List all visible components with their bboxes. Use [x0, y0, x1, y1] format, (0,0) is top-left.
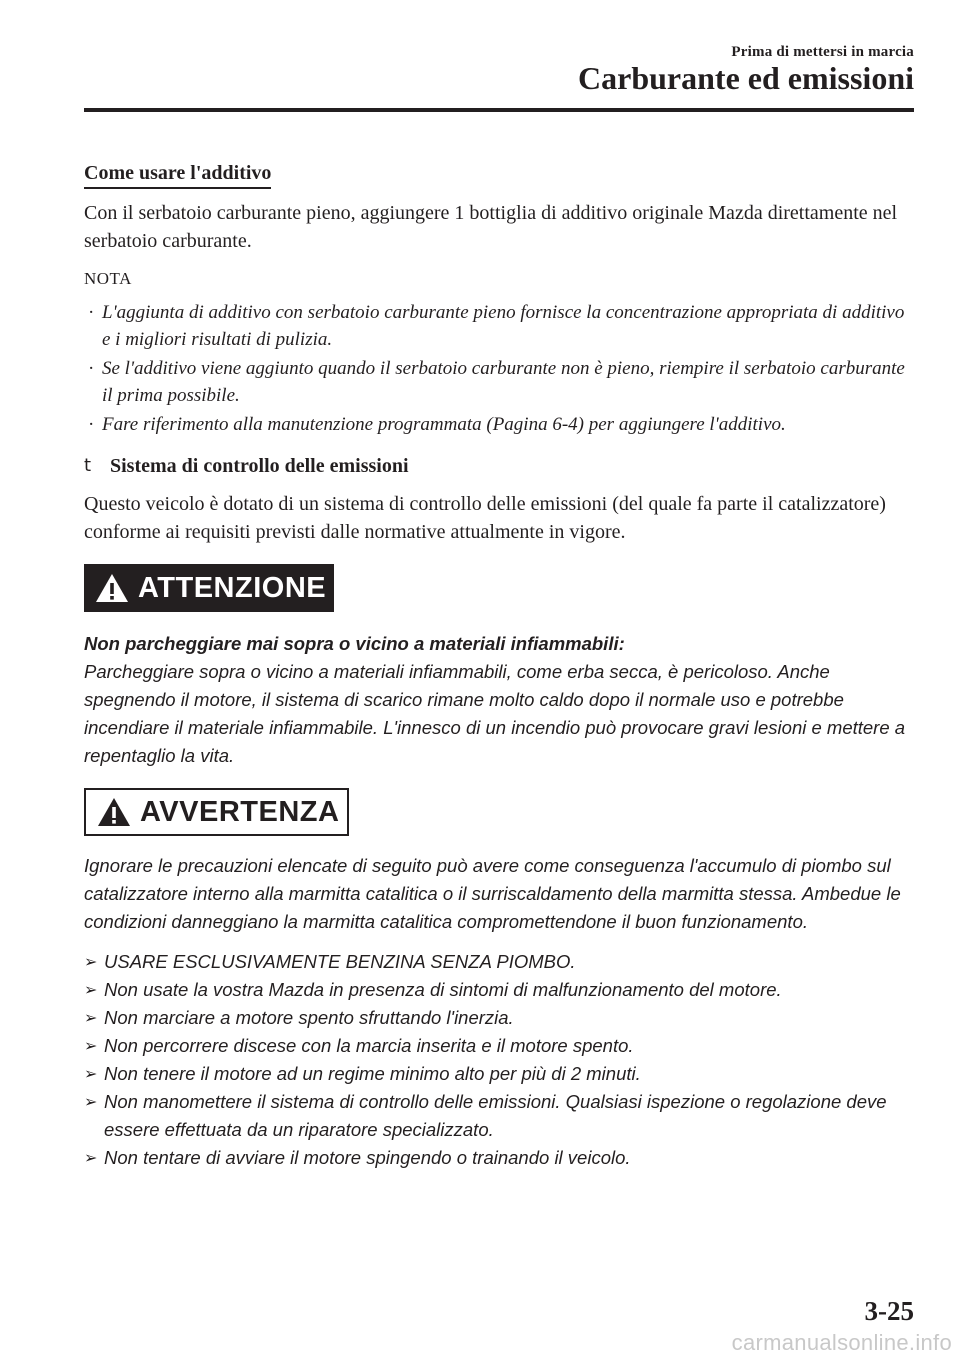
arrow-right-icon: ➢	[84, 1092, 98, 1111]
additive-body: Con il serbatoio carburante pieno, aggiungere 1 bottiglia di additivo originale Mazda direttamente nel serbatoio carburante.	[84, 202, 898, 252]
page-content	[84, 160, 916, 1172]
danger-text	[84, 630, 916, 770]
warning-triangle-icon	[96, 796, 132, 828]
note-label: NOTA	[84, 269, 132, 288]
note-item: · Se l'additivo viene aggiunto quando il serbatoio carburante non è pieno, riempire il serbatoio carburante il prima possibile.	[84, 355, 916, 409]
page-header-subtitle: Prima di mettersi in marcia	[731, 44, 914, 60]
note-item: · Fare riferimento alla manutenzione programmata (Pagina 6-4) per aggiungere l'additivo.	[84, 411, 916, 438]
page-number: 3-25	[864, 1296, 914, 1326]
danger-label-box	[84, 564, 334, 612]
bullet-icon: ·	[88, 302, 95, 323]
warning-triangle-icon	[94, 572, 130, 604]
arrow-right-icon: ➢	[84, 1148, 98, 1167]
caution-item: ➢ Non percorrere discese con la marcia inserita e il motore spento.	[84, 1032, 916, 1060]
note-list	[84, 299, 916, 438]
arrow-right-icon: ➢	[84, 952, 98, 971]
caution-label: AVVERTENZA	[140, 795, 340, 828]
emissions-heading	[84, 452, 916, 480]
note-item: · L'aggiunta di additivo con serbatoio carburante pieno fornisce la concentrazione appropriata di additivo e i migliori risultati di pulizia.	[84, 299, 916, 353]
arrow-right-icon: ➢	[84, 1064, 98, 1083]
bullet-icon: ·	[88, 414, 95, 435]
additive-heading: Come usare l'additivo	[84, 160, 271, 189]
emissions-heading-text: Sistema di controllo delle emissioni	[110, 455, 409, 477]
emissions-body: Questo veicolo è dotato di un sistema di controllo delle emissioni (del quale fa parte il catalizzatore) conforme ai requisiti previsti dalle normative attualmente in vigore.	[84, 493, 886, 543]
caution-item: ➢ Non tentare di avviare il motore spingendo o trainando il veicolo.	[84, 1144, 916, 1172]
header-rule	[84, 108, 914, 112]
caution-item: ➢ Non tenere il motore ad un regime minimo alto per più di 2 minuti.	[84, 1060, 916, 1088]
section-marker: t	[84, 455, 92, 476]
page-header-title: Carburante ed emissioni	[578, 60, 914, 96]
arrow-right-icon: ➢	[84, 1036, 98, 1055]
caution-list	[84, 948, 916, 1172]
arrow-right-icon: ➢	[84, 1008, 98, 1027]
bullet-icon: ·	[88, 358, 95, 379]
danger-title: Non parcheggiare mai sopra o vicino a materiali infiammabili:	[84, 633, 625, 654]
caution-item: ➢ Non usate la vostra Mazda in presenza di sintomi di malfunzionamento del motore.	[84, 976, 916, 1004]
caution-label-box	[84, 788, 349, 836]
danger-body: Parcheggiare sopra o vicino a materiali infiammabili, come erba secca, è pericoloso. Anche spegnendo il motore, il sistema di scarico rimane molto caldo dopo il normale uso e potrebbe incendiare il materiale infiammabile. L'innesco di un incendio può provocare gravi lesioni e mettere a repentaglio la vita.	[84, 661, 906, 766]
danger-label: ATTENZIONE	[138, 571, 327, 604]
arrow-right-icon: ➢	[84, 980, 98, 999]
caution-item: ➢ USARE ESCLUSIVAMENTE BENZINA SENZA PIOMBO.	[84, 948, 916, 976]
caution-body: Ignorare le precauzioni elencate di seguito può avere come conseguenza l'accumulo di piombo sul catalizzatore interno alla marmitta catalitica o il surriscaldamento della marmitta stessa. Ambedue le condizioni danneggiano la marmitta catalitica compromettendone il buon funzionamento.	[84, 855, 901, 932]
watermark: carmanualsonline.info	[731, 1330, 952, 1355]
caution-item: ➢ Non manomettere il sistema di controllo delle emissioni. Qualsiasi ispezione o regolazione deve essere effettuata da un riparatore specializzato.	[84, 1088, 916, 1144]
caution-item: ➢ Non marciare a motore spento sfruttando l'inerzia.	[84, 1004, 916, 1032]
